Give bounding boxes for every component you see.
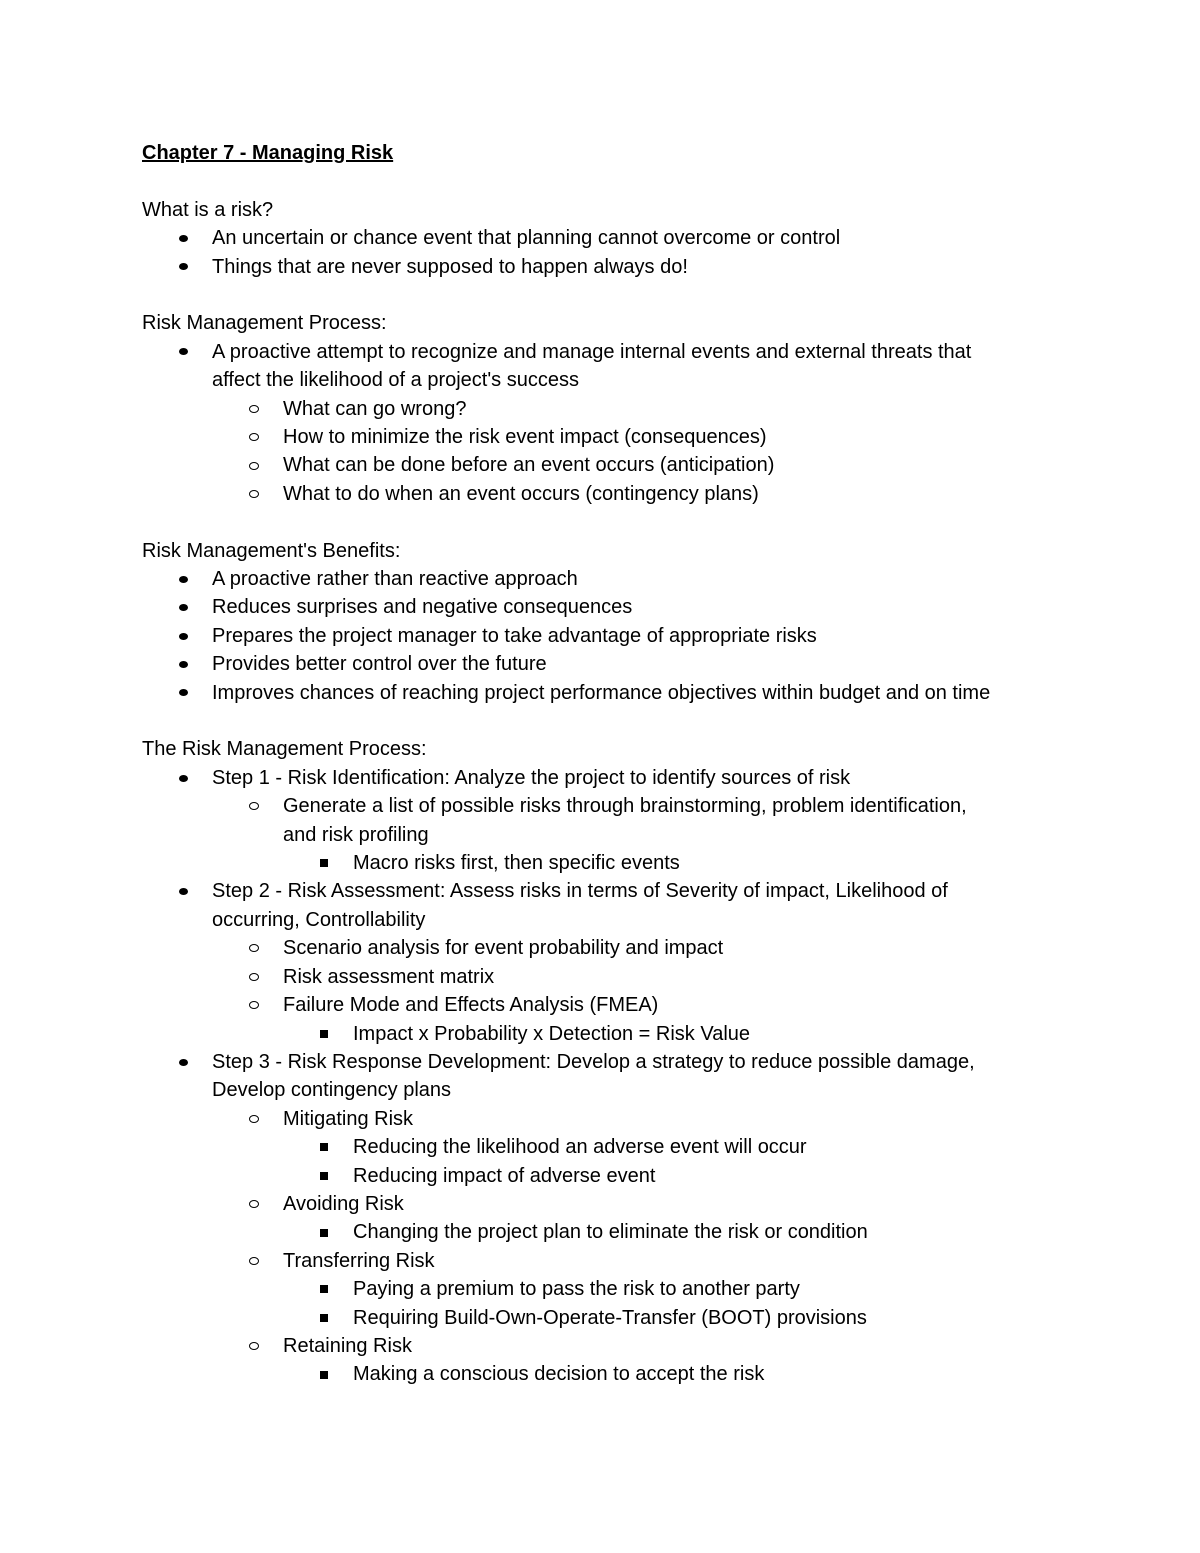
list-item: Step 2 - Risk Assessment: Assess risks in terms of Severity of impact, Likelihood of — [142, 877, 1102, 905]
list-item: Changing the project plan to eliminate the risk or condition — [142, 1218, 1102, 1246]
list-item: Transferring Risk — [142, 1247, 1102, 1275]
filled-bullet-icon — [175, 593, 191, 621]
document-title: Chapter 7 - Managing Risk — [142, 142, 394, 164]
spacer — [142, 707, 1102, 735]
list-item: Making a conscious decision to accept the risk — [142, 1360, 1102, 1388]
list-item: Failure Mode and Effects Analysis (FMEA) — [142, 991, 1102, 1019]
square-bullet-icon — [316, 1020, 332, 1048]
list-item-continuation: and risk profiling — [283, 823, 429, 846]
spacer — [142, 281, 1102, 309]
list-item: Prepares the project manager to take advantage of appropriate risks — [142, 622, 1102, 650]
square-bullet-icon — [316, 1218, 332, 1246]
square-bullet-icon — [316, 849, 332, 877]
section-heading: Risk Management Process: — [142, 312, 387, 335]
filled-bullet-icon — [175, 1048, 191, 1076]
hollow-bullet-icon — [246, 1190, 262, 1218]
list-item: Things that are never supposed to happen always do! — [142, 253, 1102, 281]
square-bullet-icon — [316, 1162, 332, 1190]
list-item: Mitigating Risk — [142, 1105, 1102, 1133]
list-item: An uncertain or chance event that planning cannot overcome or control — [142, 224, 1102, 252]
hollow-bullet-icon — [246, 1332, 262, 1360]
list-item: What can go wrong? — [142, 395, 1102, 423]
list-item: Reducing impact of adverse event — [142, 1162, 1102, 1190]
hollow-bullet-icon — [246, 480, 262, 508]
filled-bullet-icon — [175, 565, 191, 593]
list-item-continuation: Develop contingency plans — [212, 1079, 452, 1102]
list-item: Improves chances of reaching project performance objectives within budget and on time — [142, 679, 1102, 707]
hollow-bullet-icon — [246, 963, 262, 991]
list-item: How to minimize the risk event impact (consequences) — [142, 423, 1102, 451]
list-item: Risk assessment matrix — [142, 963, 1102, 991]
list-item: Retaining Risk — [142, 1332, 1102, 1360]
list-item: A proactive rather than reactive approach — [142, 565, 1102, 593]
hollow-bullet-icon — [246, 1247, 262, 1275]
section-heading: What is a risk? — [142, 198, 274, 221]
spacer — [142, 508, 1102, 536]
hollow-bullet-icon — [246, 991, 262, 1019]
list-item: Scenario analysis for event probability and impact — [142, 934, 1102, 962]
document-page — [142, 139, 1102, 1389]
list-item: Generate a list of possible risks through brainstorming, problem identification, — [142, 792, 1102, 820]
list-item: Avoiding Risk — [142, 1190, 1102, 1218]
filled-bullet-icon — [175, 877, 191, 905]
list-item: Reducing the likelihood an adverse event will occur — [142, 1133, 1102, 1161]
filled-bullet-icon — [175, 764, 191, 792]
section-heading: Risk Management's Benefits: — [142, 539, 401, 562]
hollow-bullet-icon — [246, 423, 262, 451]
list-item: What can be done before an event occurs (anticipation) — [142, 451, 1102, 479]
list-item: What to do when an event occurs (contingency plans) — [142, 480, 1102, 508]
filled-bullet-icon — [175, 224, 191, 252]
square-bullet-icon — [316, 1133, 332, 1161]
list-item: Step 1 - Risk Identification: Analyze the project to identify sources of risk — [142, 764, 1102, 792]
filled-bullet-icon — [175, 253, 191, 281]
square-bullet-icon — [316, 1275, 332, 1303]
list-item-continuation: affect the likelihood of a project's success — [212, 369, 579, 392]
filled-bullet-icon — [175, 338, 191, 366]
list-item: Step 3 - Risk Response Development: Develop a strategy to reduce possible damage, — [142, 1048, 1102, 1076]
square-bullet-icon — [316, 1360, 332, 1388]
list-item: A proactive attempt to recognize and manage internal events and external threats that — [142, 338, 1102, 366]
list-item: Requiring Build-Own-Operate-Transfer (BOOT) provisions — [142, 1304, 1102, 1332]
list-item-continuation: occurring, Controllability — [212, 908, 426, 931]
hollow-bullet-icon — [246, 1105, 262, 1133]
list-item: Paying a premium to pass the risk to another party — [142, 1275, 1102, 1303]
list-item: Impact x Probability x Detection = Risk Value — [142, 1020, 1102, 1048]
list-item: Provides better control over the future — [142, 650, 1102, 678]
filled-bullet-icon — [175, 622, 191, 650]
hollow-bullet-icon — [246, 934, 262, 962]
spacer — [142, 167, 1102, 195]
list-item: Reduces surprises and negative consequences — [142, 593, 1102, 621]
hollow-bullet-icon — [246, 395, 262, 423]
hollow-bullet-icon — [246, 451, 262, 479]
filled-bullet-icon — [175, 679, 191, 707]
filled-bullet-icon — [175, 650, 191, 678]
list-item: Macro risks first, then specific events — [142, 849, 1102, 877]
square-bullet-icon — [316, 1304, 332, 1332]
section-heading: The Risk Management Process: — [142, 738, 427, 761]
hollow-bullet-icon — [246, 792, 262, 820]
